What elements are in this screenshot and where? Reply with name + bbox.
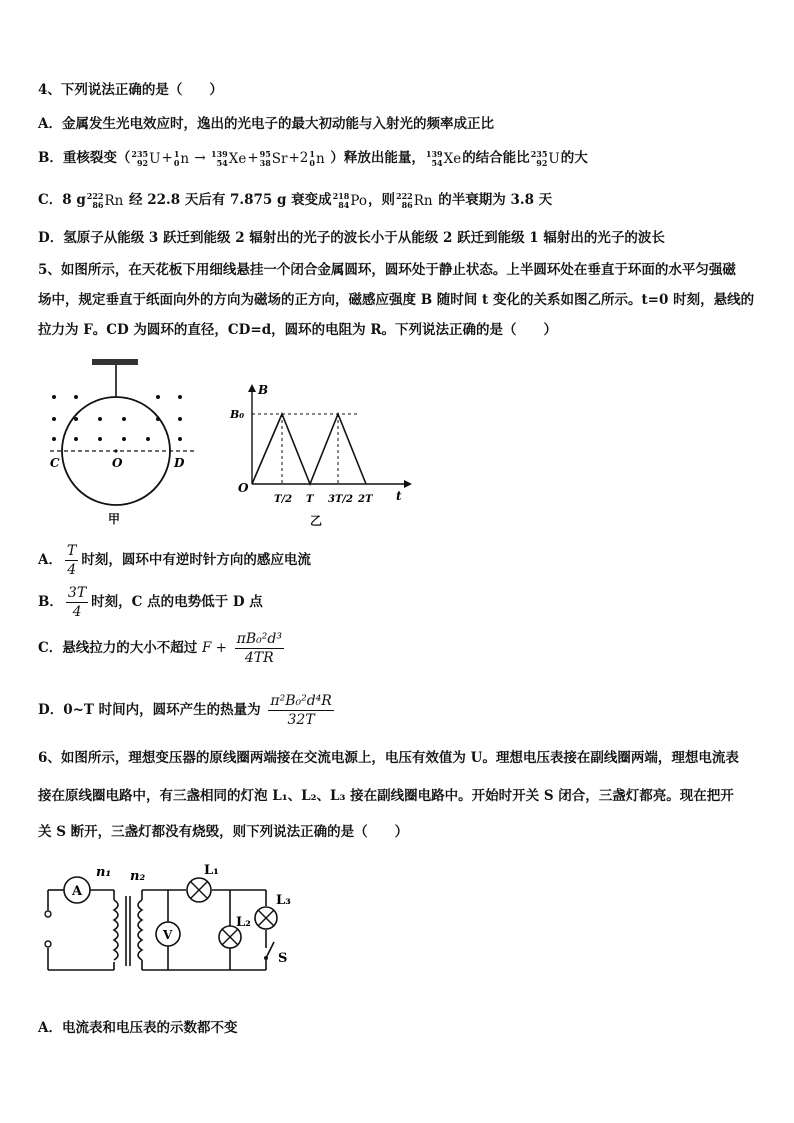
q5-option-c: C．悬线拉力的大小不超过 F + $\frac{\text{πB₀²d³}}{4TR}$ <box>38 631 282 666</box>
q5-option-a: A． $\frac{T}{4}$ 时刻，圆环中有逆时针方向的感应电流 <box>38 543 311 578</box>
q4-option-a: A．金属发生光电效应时，逸出的光电子的最大初动能与入射光的频率成正比 <box>38 116 494 132</box>
q5-option-d: D．0~T 时间内，圆环产生的热量为 $\frac{\text{π²B₀²d⁴R}}{32T}$ <box>38 693 332 728</box>
svg-text:V: V <box>163 928 173 942</box>
lamp-l3-icon <box>255 907 277 929</box>
label-l2: L₂ <box>236 915 251 930</box>
terminal-top <box>45 911 51 917</box>
q6-stem-1: 6、如图所示，理想变压器的原线圈两端接在交流电源上，电压有效值为 U。理想电压表接在副线圈两端，理想电流表 <box>38 750 739 766</box>
label-b0: B₀ <box>230 408 245 421</box>
switch-s <box>264 956 268 960</box>
label-o: O <box>112 456 123 470</box>
figure-yi-graph <box>228 380 418 510</box>
tick-t: T <box>306 494 314 505</box>
q4-stem: 4、下列说法正确的是（ ） <box>38 82 223 98</box>
q5-stem-2: 场中，规定垂直于纸面向外的方向为磁场的正方向，磁感应强度 B 随时间 t 变化的关系如图乙所示。t=0 时刻，悬线的 <box>38 292 755 308</box>
q6-option-a: A．电流表和电压表的示数都不变 <box>38 1020 238 1036</box>
q4-b-mid: ）释放出能量， <box>330 150 425 166</box>
nuclide-n: 1 0 n <box>173 148 190 168</box>
figure-jia-ring <box>40 355 210 525</box>
q6-stem-2: 接在原线圈电路中，有三盏相同的灯泡 L₁、L₂、L₃ 接在副线圈电路中。开始时开关 S 闭合，三盏灯都亮。现在把开 <box>38 788 734 804</box>
nuclide-xe139: 139 54 Xe <box>211 148 247 168</box>
label-d: D <box>174 456 185 470</box>
label-n1: n₁ <box>96 865 112 880</box>
figure-transformer-circuit <box>38 860 308 990</box>
label-s: S <box>278 951 288 966</box>
figure-yi-caption: 乙 <box>310 514 323 528</box>
label-l1: L₁ <box>204 863 219 878</box>
terminal-bottom <box>45 941 51 947</box>
figure-jia-caption: 甲 <box>108 512 121 526</box>
q4-option-b: B．重核裂变（ 235 92 U + 1 0 n → 139 54 Xe + 95 38 Sr +2 1 0 n ）释放出能量， 139 54 Xe 的结合能比 235 92 U 的大 <box>38 148 588 168</box>
tick-3t-half: 3T/2 <box>328 494 354 505</box>
svg-text:O: O <box>238 481 249 495</box>
nuclide-n2: 1 0 n <box>309 148 325 168</box>
primary-coil <box>114 900 118 960</box>
label-b: B <box>258 383 269 397</box>
q4-b-compare: 的结合能比 <box>462 150 530 166</box>
label-c: C <box>50 456 60 470</box>
q4-b-end: 的大 <box>560 150 588 166</box>
q5-stem-1: 5、如图所示，在天花板下用细线悬挂一个闭合金属圆环，圆环处于静止状态。上半圆环处在垂直于环面的水平匀强磁 <box>38 262 736 278</box>
q4-option-c: C．8 g 222 86 Rn 经 22.8 天后有 7.875 g 衰变成 218 84 Po ，则 222 86 Rn 的半衰期为 3.8 天 <box>38 190 553 210</box>
q4-option-d: D．氢原子从能级 3 跃迁到能级 2 辐射出的光子的波长小于从能级 2 跃迁到能级 1 辐射出的光子的波长 <box>38 230 665 246</box>
q4-b-prefix: B．重核裂变（ <box>38 150 131 166</box>
q5-option-b: B． $\frac{3T}{4}$ 时刻，C 点的电势低于 D 点 <box>38 585 263 620</box>
nuclide-sr95: 95 38 Sr <box>259 148 288 168</box>
lamp-l1-icon <box>187 878 211 902</box>
nuclide-u235: 235 92 U <box>131 148 161 168</box>
tick-2t: 2T <box>358 494 373 505</box>
b-t-curve <box>252 414 366 484</box>
tick-t-half: T/2 <box>274 494 293 505</box>
label-l3: L₃ <box>276 893 291 908</box>
secondary-coil <box>138 900 142 960</box>
label-t: t <box>396 489 402 503</box>
label-n2: n₂ <box>130 869 146 884</box>
q6-stem-3: 关 S 断开，三盏灯都没有烧毁，则下列说法正确的是（ ） <box>38 824 409 840</box>
q5-stem-3: 拉力为 F。CD 为圆环的直径，CD=d，圆环的电阻为 R。下列说法正确的是（ ） <box>38 322 558 338</box>
svg-text:A: A <box>72 884 83 899</box>
